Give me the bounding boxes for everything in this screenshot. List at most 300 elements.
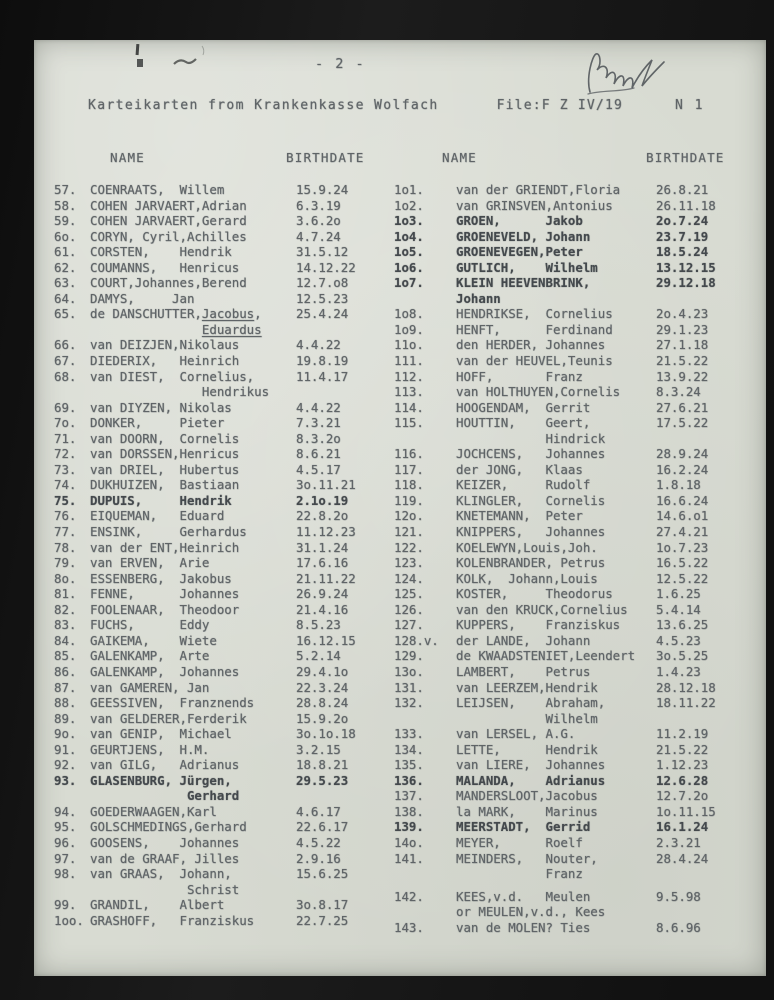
entry-number: 89. xyxy=(54,710,77,726)
table-row xyxy=(54,540,394,556)
entry-name: van der ENT,Heinrich xyxy=(90,539,240,555)
entry-birthdate: 1.4.23 xyxy=(656,663,701,679)
entry-name: JOCHCENS, Johannes xyxy=(456,446,606,462)
page-number: - 2 - xyxy=(315,56,366,72)
table-row xyxy=(394,322,760,338)
entry-birthdate: 3o.1o.18 xyxy=(296,726,356,742)
header-name-left: NAME xyxy=(110,150,145,165)
entry-birthdate: 6.3.19 xyxy=(296,197,341,213)
entry-number: 128.v. xyxy=(394,632,439,648)
entry-name: HENDRIKSE, Cornelius xyxy=(456,306,613,322)
entry-number: 57. xyxy=(54,182,77,197)
document-number: N 1 xyxy=(675,98,705,113)
entry-number: 81. xyxy=(54,586,77,602)
handwritten-mark xyxy=(576,42,706,106)
entry-birthdate: 1o.11.15 xyxy=(656,803,716,819)
entry-name-continuation: Schrist xyxy=(90,881,240,897)
entry-number: 134. xyxy=(394,741,424,757)
column-headers xyxy=(88,150,760,165)
entry-number: 1o6. xyxy=(394,259,424,275)
table-row xyxy=(394,742,760,758)
entry-number: 97. xyxy=(54,850,77,866)
entry-name-continuation: Johann xyxy=(456,290,501,306)
table-row xyxy=(54,695,394,711)
entry-birthdate: 3.2.15 xyxy=(296,741,341,757)
entry-number: 69. xyxy=(54,399,77,415)
table-row xyxy=(54,524,394,540)
entry-name: van der GRIENDT,Floria xyxy=(456,182,621,197)
entry-birthdate: 13.12.15 xyxy=(656,259,716,275)
entry-birthdate: 8.6.21 xyxy=(296,446,341,462)
entry-birthdate: 12.5.22 xyxy=(656,570,709,586)
entry-number: 1o3. xyxy=(394,213,424,229)
entry-number: 76. xyxy=(54,508,77,524)
entry-birthdate: 1o.7.23 xyxy=(656,539,709,555)
entry-birthdate: 27.4.21 xyxy=(656,524,709,540)
entry-number: 119. xyxy=(394,492,424,508)
entry-number: 99. xyxy=(54,897,77,913)
entry-name: COENRAATS, Willem xyxy=(90,182,225,197)
entry-name: KLEIN HEEVENBRINK, xyxy=(456,275,591,291)
table-row xyxy=(394,586,760,602)
table-row xyxy=(54,182,394,198)
entry-number: 135. xyxy=(394,757,424,773)
table-row xyxy=(54,851,394,867)
entry-name: MEERSTADT, Gerrid xyxy=(456,819,591,835)
entry-birthdate: 17.6.16 xyxy=(296,555,349,571)
entry-name-continuation: Wilhelm xyxy=(456,710,598,726)
entry-name: GOOSENS, Johannes xyxy=(90,834,240,850)
entry-number: 113. xyxy=(394,384,424,400)
entry-name: KOLK, Johann,Louis xyxy=(456,570,598,586)
entry-name: DONKER, Pieter xyxy=(90,415,225,431)
entry-number: 68. xyxy=(54,368,77,384)
entry-number: 1oo. xyxy=(54,912,84,928)
table-row xyxy=(54,493,394,509)
table-row xyxy=(394,400,760,416)
entry-birthdate: 4.5.17 xyxy=(296,461,341,477)
entry-name: LETTE, Hendrik xyxy=(456,741,598,757)
entry-number: 91. xyxy=(54,741,77,757)
entry-name: FENNE, Johannes xyxy=(90,586,240,602)
entry-number: 123. xyxy=(394,555,424,571)
table-row xyxy=(394,648,760,664)
table-row xyxy=(54,291,394,307)
entry-birthdate: 2.9.16 xyxy=(296,850,341,866)
table-row xyxy=(54,571,394,587)
table-row xyxy=(54,664,394,680)
entry-birthdate: 25.4.24 xyxy=(296,306,349,322)
table-row xyxy=(394,920,760,936)
table-row xyxy=(394,571,760,587)
document-title: Karteikarten from Krankenkasse Wolfach xyxy=(88,98,439,113)
table-row xyxy=(394,633,760,649)
entry-name-continuation: Gerhard xyxy=(90,788,240,804)
entry-birthdate: 2o.4.23 xyxy=(656,306,709,322)
table-row xyxy=(54,431,394,447)
entry-name: de DANSCHUTTER,Jacobus, xyxy=(90,306,262,322)
entry-number: 62. xyxy=(54,259,77,275)
table-row xyxy=(394,602,760,618)
entry-birthdate: 1.6.25 xyxy=(656,586,701,602)
entry-name: COUMANNS, Henricus xyxy=(90,259,240,275)
entry-birthdate: 21.5.22 xyxy=(656,353,709,369)
table-row xyxy=(54,757,394,773)
entry-birthdate: 16.6.24 xyxy=(656,492,709,508)
entry-number: 143. xyxy=(394,919,424,935)
entry-number: 73. xyxy=(54,461,77,477)
entry-name: van LIERE, Johannes xyxy=(456,757,606,773)
entry-number: 72. xyxy=(54,446,77,462)
entry-birthdate: 26.9.24 xyxy=(296,586,349,602)
entry-name: GALENKAMP, Arte xyxy=(90,648,210,664)
entry-birthdate: 8.5.23 xyxy=(296,617,341,633)
entry-name: MEINDERS, Nouter, xyxy=(456,850,598,866)
table-row xyxy=(394,508,760,524)
entry-number: 85. xyxy=(54,648,77,664)
entry-name: van DIEST, Cornelius, xyxy=(90,368,255,384)
entry-name-continuation: or MEULEN,v.d., Kees xyxy=(456,904,606,920)
table-row xyxy=(394,555,760,571)
table-row xyxy=(394,462,760,478)
entry-name: HOOGENDAM, Gerrit xyxy=(456,399,591,415)
entry-number: 71. xyxy=(54,430,77,446)
table-row xyxy=(394,695,760,711)
table-row xyxy=(54,726,394,742)
entry-name: van DRIEL, Hubertus xyxy=(90,461,240,477)
entry-name: GEESSIVEN, Franznends xyxy=(90,695,255,711)
entry-birthdate: 28.9.24 xyxy=(656,446,709,462)
table-row xyxy=(394,229,760,245)
entry-birthdate: 15.9.24 xyxy=(296,182,349,197)
entry-name: GUTLICH, Wilhelm xyxy=(456,259,598,275)
entry-birthdate: 15.6.25 xyxy=(296,866,349,882)
entry-birthdate: 22.7.25 xyxy=(296,912,349,928)
table-row xyxy=(394,726,760,742)
table-row xyxy=(54,866,394,882)
table-row xyxy=(54,306,394,322)
entry-birthdate: 12.5.23 xyxy=(296,290,349,306)
table-row xyxy=(54,244,394,260)
table-row xyxy=(54,602,394,618)
entry-birthdate: 5.2.14 xyxy=(296,648,341,664)
entry-number: 133. xyxy=(394,726,424,742)
entry-birthdate: 4.5.23 xyxy=(656,632,701,648)
entry-number: 122. xyxy=(394,539,424,555)
entry-name: DUPUIS, Hendrik xyxy=(90,492,232,508)
entries-table xyxy=(54,182,760,935)
entry-number: 12o. xyxy=(394,508,424,524)
entry-number: 61. xyxy=(54,244,77,260)
entry-birthdate: 12.7.2o xyxy=(656,788,709,804)
entry-birthdate: 11.2.19 xyxy=(656,726,709,742)
entry-number: 132. xyxy=(394,695,424,711)
entry-name: GROENEVELD, Johann xyxy=(456,228,591,244)
entry-birthdate: 8.6.96 xyxy=(656,919,701,935)
entry-birthdate: 22.6.17 xyxy=(296,819,349,835)
entry-name: MALANDA, Adrianus xyxy=(456,772,606,788)
table-row xyxy=(394,617,760,633)
entry-birthdate: 2.3.21 xyxy=(656,834,701,850)
entry-birthdate: 18.5.24 xyxy=(656,244,709,260)
table-row xyxy=(394,306,760,322)
entry-name: KOELEWYN,Louis,Joh. xyxy=(456,539,598,555)
entry-birthdate: 28.8.24 xyxy=(296,695,349,711)
entry-name: van HOLTHUYEN,Cornelis xyxy=(456,384,621,400)
entry-number: 139. xyxy=(394,819,424,835)
entry-name: ENSINK, Gerhardus xyxy=(90,524,247,540)
entry-number: 114. xyxy=(394,399,424,415)
entry-name: de KWAADSTENIET,Leendert xyxy=(456,648,636,664)
entry-birthdate: 8.3.2o xyxy=(296,430,341,446)
entry-birthdate: 3.6.2o xyxy=(296,213,341,229)
entry-birthdate: 15.9.2o xyxy=(296,710,349,726)
entry-number: 127. xyxy=(394,617,424,633)
entry-birthdate: 19.8.19 xyxy=(296,353,349,369)
entry-number: 136. xyxy=(394,772,424,788)
table-row xyxy=(394,788,760,804)
entry-name: KOSTER, Theodorus xyxy=(456,586,613,602)
table-row xyxy=(54,897,394,913)
entry-number: 111. xyxy=(394,353,424,369)
table-row xyxy=(54,913,394,929)
entry-number: 67. xyxy=(54,353,77,369)
entry-number: 1o4. xyxy=(394,228,424,244)
entry-number: 58. xyxy=(54,197,77,213)
table-row xyxy=(394,889,760,905)
entry-name: van LERSEL, A.G. xyxy=(456,726,576,742)
entry-number: 137. xyxy=(394,788,424,804)
entry-number: 66. xyxy=(54,337,77,353)
entry-name: GRANDIL, Albert xyxy=(90,897,225,913)
entry-name: van den KRUCK,Cornelius xyxy=(456,601,628,617)
entry-number: 1o5. xyxy=(394,244,424,260)
entry-name: van GRAAS, Johann, xyxy=(90,866,232,882)
entry-name: van DOORN, Cornelis xyxy=(90,430,240,446)
entry-birthdate: 2o.7.24 xyxy=(656,213,709,229)
entry-name: van GENIP, Michael xyxy=(90,726,232,742)
entry-number: 141. xyxy=(394,850,424,866)
entry-number: 14o. xyxy=(394,834,424,850)
entry-name: HOUTTIN, Geert, xyxy=(456,415,591,431)
entry-birthdate: 22.3.24 xyxy=(296,679,349,695)
entry-birthdate: 16.1.24 xyxy=(656,819,709,835)
table-row xyxy=(394,275,760,291)
table-row xyxy=(394,540,760,556)
entry-birthdate: 2.1o.19 xyxy=(296,492,349,508)
table-row xyxy=(394,773,760,789)
entry-birthdate: 26.11.18 xyxy=(656,197,716,213)
entry-birthdate: 22.8.2o xyxy=(296,508,349,524)
ink-smudge-marks xyxy=(74,42,234,72)
entry-name: COURT,Johannes,Berend xyxy=(90,275,247,291)
entry-birthdate: 3o.11.21 xyxy=(296,477,356,493)
entry-number: 117. xyxy=(394,461,424,477)
table-row xyxy=(54,400,394,416)
entry-name: MEYER, Roelf xyxy=(456,834,583,850)
entry-name: GRASHOFF, Franziskus xyxy=(90,912,255,928)
entry-number: 1o8. xyxy=(394,306,424,322)
table-row xyxy=(394,757,760,773)
entry-number: 125. xyxy=(394,586,424,602)
entry-number: 121. xyxy=(394,524,424,540)
entry-number: 7o. xyxy=(54,415,77,431)
entry-birthdate: 3o.8.17 xyxy=(296,897,349,913)
entry-name: COHEN JARVAERT,Gerard xyxy=(90,213,247,229)
entry-birthdate: 16.2.24 xyxy=(656,461,709,477)
entry-birthdate: 12.6.28 xyxy=(656,772,709,788)
entry-birthdate: 18.11.22 xyxy=(656,695,716,711)
entry-number: 9o. xyxy=(54,726,77,742)
table-row xyxy=(394,369,760,385)
table-row xyxy=(54,555,394,571)
entry-number: 86. xyxy=(54,663,77,679)
entry-number: 63. xyxy=(54,275,77,291)
entry-birthdate: 29.12.18 xyxy=(656,275,716,291)
entry-number: 96. xyxy=(54,834,77,850)
entry-name: KOLENBRANDER, Petrus xyxy=(456,555,606,571)
entry-birthdate: 14.12.22 xyxy=(296,259,356,275)
table-row xyxy=(54,648,394,664)
entry-birthdate: 29.5.23 xyxy=(296,772,349,788)
entry-birthdate: 28.4.24 xyxy=(656,850,709,866)
entry-number: 124. xyxy=(394,570,424,586)
entry-name: KUPPERS, Franziskus xyxy=(456,617,621,633)
entry-number: 1o7. xyxy=(394,275,424,291)
header-birthdate-left: BIRTHDATE xyxy=(286,150,365,165)
entry-name: DIEDERIX, Heinrich xyxy=(90,353,240,369)
entry-name: FOOLENAAR, Theodoor xyxy=(90,601,240,617)
entry-number: 138. xyxy=(394,803,424,819)
table-row xyxy=(394,337,760,353)
table-row xyxy=(54,353,394,369)
entry-number: 64. xyxy=(54,290,77,306)
entry-number: 142. xyxy=(394,888,424,904)
entry-birthdate: 23.7.19 xyxy=(656,228,709,244)
entry-number: 112. xyxy=(394,368,424,384)
entry-name: KEIZER, Rudolf xyxy=(456,477,591,493)
entry-birthdate: 11.12.23 xyxy=(296,524,356,540)
entry-birthdate: 16.12.15 xyxy=(296,632,356,648)
entry-number: 118. xyxy=(394,477,424,493)
entry-name: GALENKAMP, Johannes xyxy=(90,663,240,679)
table-row xyxy=(394,353,760,369)
table-row xyxy=(54,369,394,385)
table-row xyxy=(54,617,394,633)
entry-birthdate: 31.1.24 xyxy=(296,539,349,555)
entry-name-continuation: Hendrikus xyxy=(90,384,270,400)
entry-name: der JONG, Klaas xyxy=(456,461,583,477)
entry-birthdate: 13.6.25 xyxy=(656,617,709,633)
entry-number: 82. xyxy=(54,601,77,617)
entry-name: LEIJSEN, Abraham, xyxy=(456,695,606,711)
entry-name: GROENEVEGEN,Peter xyxy=(456,244,583,260)
entry-number: 94. xyxy=(54,803,77,819)
entry-birthdate: 13.9.22 xyxy=(656,368,709,384)
entry-name: DUKHUIZEN, Bastiaan xyxy=(90,477,240,493)
entry-name: GOEDERWAAGEN,Karl xyxy=(90,803,217,819)
entry-birthdate: 21.4.16 xyxy=(296,601,349,617)
entry-number: 13o. xyxy=(394,663,424,679)
entry-number: 65. xyxy=(54,306,77,322)
entry-birthdate: 4.4.22 xyxy=(296,399,341,415)
table-row xyxy=(54,586,394,602)
entry-birthdate: 9.5.98 xyxy=(656,888,701,904)
entry-number: 98. xyxy=(54,866,77,882)
entry-name: van DIYZEN, Nikolas xyxy=(90,399,232,415)
entry-name: CORYN, Cyril,Achilles xyxy=(90,228,247,244)
file-reference: File:F Z IV/19 xyxy=(496,98,623,113)
entry-number: 59. xyxy=(54,213,77,229)
entry-birthdate: 31.5.12 xyxy=(296,244,349,260)
entry-name: van de GRAAF, Jilles xyxy=(90,850,240,866)
table-row xyxy=(54,462,394,478)
entry-birthdate: 4.5.22 xyxy=(296,834,341,850)
table-row xyxy=(54,198,394,214)
entry-birthdate: 8.3.24 xyxy=(656,384,701,400)
entry-birthdate: 1.8.18 xyxy=(656,477,701,493)
document-page xyxy=(34,40,766,976)
entry-name: van DEIZJEN,Nikolaus xyxy=(90,337,240,353)
table-row xyxy=(394,182,760,198)
entry-birthdate: 21.5.22 xyxy=(656,741,709,757)
entry-name: der LANDE, Johann xyxy=(456,632,591,648)
entry-number: 84. xyxy=(54,632,77,648)
entry-number: 95. xyxy=(54,819,77,835)
entries-column-left xyxy=(54,182,394,935)
entry-name: LAMBERT, Petrus xyxy=(456,663,591,679)
entry-name: van der HEUVEL,Teunis xyxy=(456,353,613,369)
table-row xyxy=(394,851,760,867)
table-row xyxy=(394,213,760,229)
table-row xyxy=(54,446,394,462)
entry-birthdate: 4.7.24 xyxy=(296,228,341,244)
table-row xyxy=(394,493,760,509)
entry-birthdate: 12.7.o8 xyxy=(296,275,349,291)
entry-birthdate: 18.8.21 xyxy=(296,757,349,773)
entry-name: COHEN JARVAERT,Adrian xyxy=(90,197,247,213)
table-row xyxy=(54,213,394,229)
entry-name: KNIPPERS, Johannes xyxy=(456,524,606,540)
entry-birthdate: 4.6.17 xyxy=(296,803,341,819)
table-row xyxy=(54,260,394,276)
entry-name: HOFF, Franz xyxy=(456,368,583,384)
entry-name: HENFT, Ferdinand xyxy=(456,321,613,337)
table-row xyxy=(54,680,394,696)
table-row xyxy=(54,229,394,245)
table-row xyxy=(394,446,760,462)
entry-birthdate: 21.11.22 xyxy=(296,570,356,586)
header-birthdate-right: BIRTHDATE xyxy=(646,150,725,165)
table-row xyxy=(394,477,760,493)
entry-number: 1o1. xyxy=(394,182,424,197)
entry-name: DAMYS, Jan xyxy=(90,290,195,306)
table-row xyxy=(394,804,760,820)
header-name-right: NAME xyxy=(442,150,477,165)
entry-birthdate: 16.5.22 xyxy=(656,555,709,571)
entry-number: 115. xyxy=(394,415,424,431)
table-row xyxy=(394,415,760,431)
entry-birthdate: 27.6.21 xyxy=(656,399,709,415)
table-row xyxy=(54,337,394,353)
entry-birthdate: 17.5.22 xyxy=(656,415,709,431)
entry-name: CORSTEN, Hendrik xyxy=(90,244,232,260)
table-row xyxy=(54,508,394,524)
table-row xyxy=(54,477,394,493)
entry-number: 77. xyxy=(54,524,77,540)
table-row xyxy=(394,664,760,680)
table-row xyxy=(54,804,394,820)
